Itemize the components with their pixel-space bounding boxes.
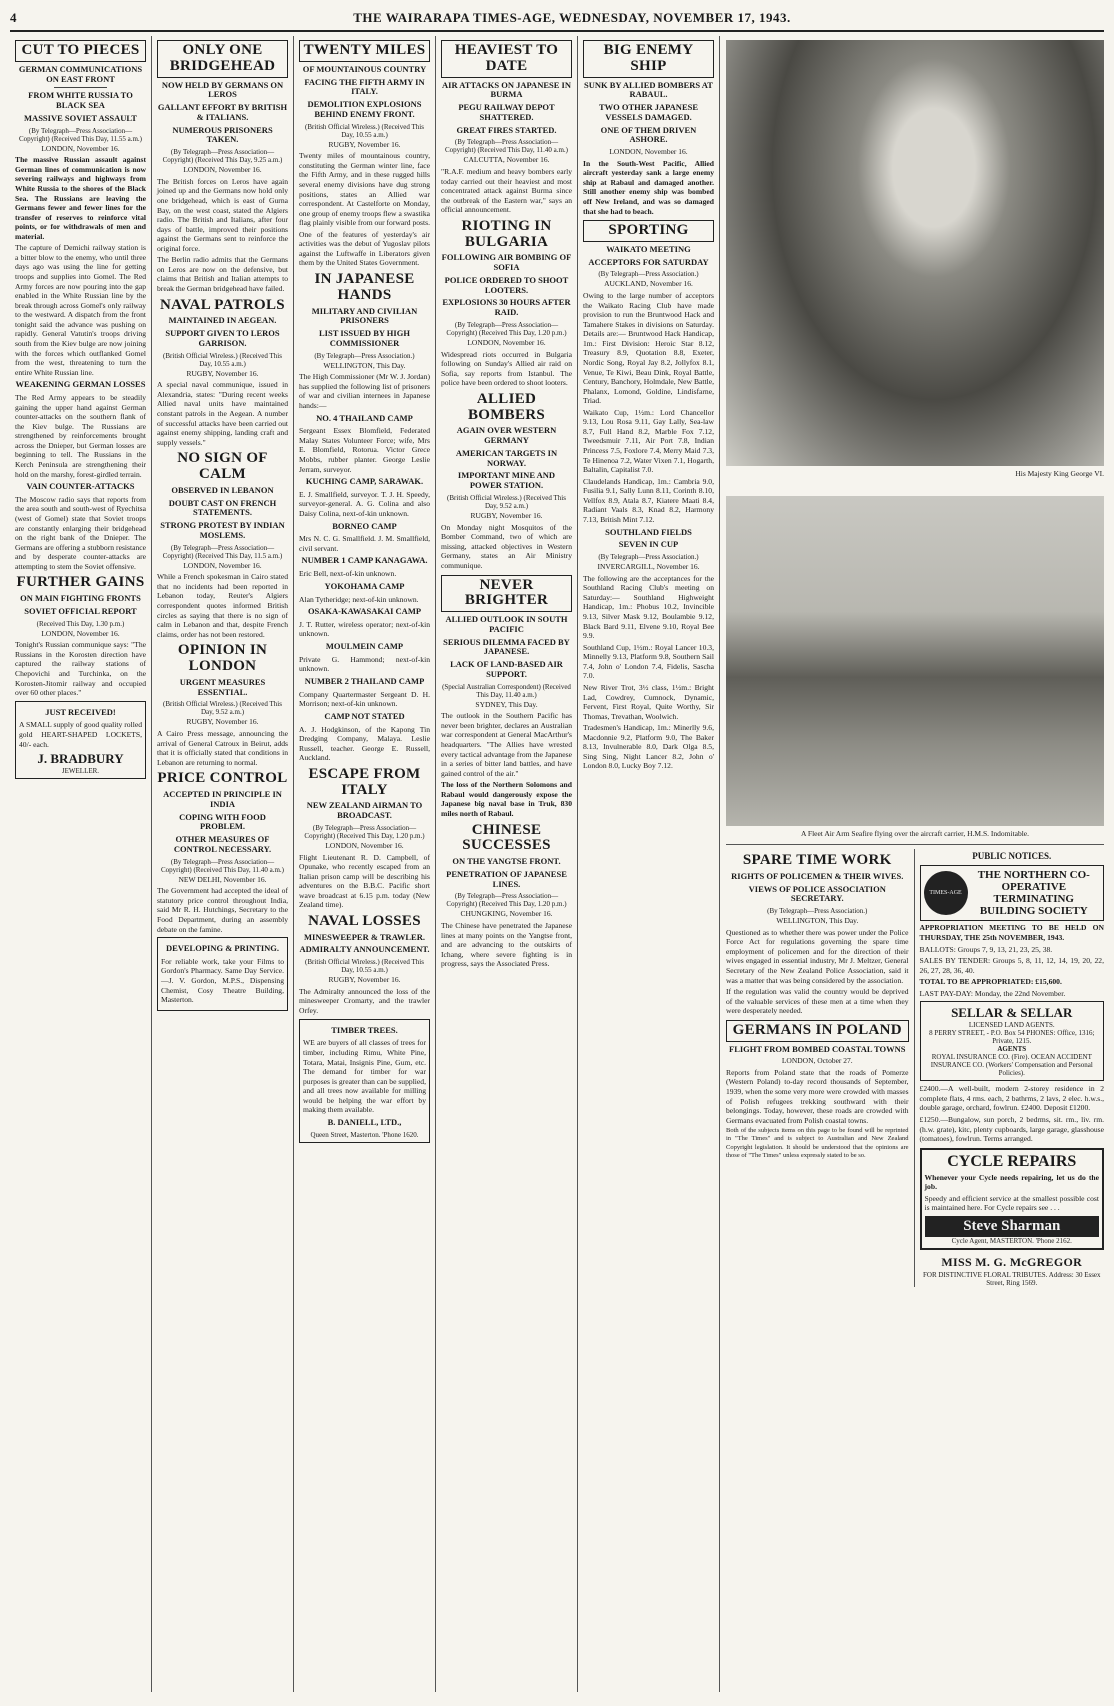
article-text: Reports from Poland state that the roads of Pomerze (Western Poland) to-day record thousands of September, 1939, when the some very more were crowded with masses of Polish refugees trekking southward with their belongings. Today, however, these roads are crowded with Germans evacuated from Polish coastal towns.	[726, 1067, 909, 1125]
cycle-repairs-advert	[920, 1148, 1104, 1250]
article-text: The Government had accepted the ideal of statutory price control throughout India, said Mr R. H. Hutchings, Secretary to the Food Department, during an assembly debate on the famine.	[157, 886, 288, 934]
columns	[10, 36, 1104, 1692]
notice-text: APPROPRIATION MEETING TO BE HELD ON THURSDAY, THE 25th NOVEMBER, 1943.	[919, 923, 1104, 942]
camp-heading: OSAKA-KAWASAKAI CAMP	[307, 606, 422, 617]
subhead: FLIGHT FROM BOMBED COASTAL TOWNS	[729, 1043, 906, 1054]
byline: (By Telegraph—Press Association—Copyright) (Received This Day, 1.20 p.m.)	[446, 892, 567, 909]
subhead: SUNK BY ALLIED BOMBERS AT RABAUL.	[584, 79, 713, 100]
dateline: INVERCARGILL, November 16.	[597, 562, 700, 572]
headline: PRICE CONTROL	[157, 770, 288, 787]
camp-heading: MOULMEIN CAMP	[325, 641, 404, 651]
advert-heading: CYCLE REPAIRS	[947, 1152, 1077, 1170]
byline: (Received This Day, 1.30 p.m.)	[36, 619, 125, 628]
article-text: Widespread riots occurred in Bulgaria following on Sunday's Allied air raid on Sofia, say reports from Istanbul. The police have been ordered to shoot looters.	[441, 349, 572, 388]
headline: ALLIED BOMBERS	[467, 390, 546, 423]
byline: (By Telegraph—Press Association—Copyright) (Received This Day, 9.25 a.m.)	[162, 148, 283, 165]
advert-address: Queen Street, Masterton. 'Phone 1620.	[310, 1130, 419, 1139]
byline: (By Telegraph—Press Association—Copyright) (Received This Day, 11.5 a.m.)	[162, 543, 283, 560]
subhead: ALLIED OUTLOOK IN SOUTH PACIFIC	[445, 614, 568, 634]
masthead-title: THE WAIRARAPA TIMES-AGE, WEDNESDAY, NOVEMBER 17, 1943.	[353, 10, 791, 25]
advert-name: Steve Sharman	[925, 1216, 1099, 1237]
byline: (British Official Wireless.) (Received This Day, 9.52 a.m.)	[447, 494, 566, 511]
subhead: NUMEROUS PRISONERS TAKEN.	[172, 124, 273, 145]
camp-heading: BORNEO CAMP	[332, 520, 397, 531]
subhead: POLICE ORDERED TO SHOOT LOOTERS.	[444, 274, 569, 295]
article-text: Owing to the large number of acceptors the Waikato Racing Club have made provision to run the Bruntwood Hack and Tamahere Stakes in divisions on Saturday. Details are:— Bruntwood Hack Handicap, 1m.: First Division: Heroic Star 8.12, Treasury 8.9, Quotation 8.8, Exeter, Nordic Song, Royal Jay 8.2, Jollyfox 8.1, Venue, Te Kiwi, Beau Dink, Royal Battle, Century, Banchory, Holmdale, New Battle, Phalanx, Lomond, Goldine, Lindisfarne, Triad.	[583, 291, 714, 406]
advert-text: Whenever your Cycle needs repairing, let us do the job.	[924, 1172, 1099, 1192]
subhead: MASSIVE SOVIET ASSAULT	[24, 112, 137, 123]
headline: TWENTY MILES	[299, 40, 430, 62]
subhead: ON THE YANGTSE FRONT.	[452, 856, 561, 867]
subhead: TWO OTHER JAPANESE VESSELS DAMAGED.	[598, 102, 699, 122]
subhead: GERMAN COMMUNICATIONS ON EAST FRONT	[18, 63, 143, 84]
aircraft-carrier-photo	[726, 496, 1104, 826]
dateline: NEW DELHI, November 16.	[178, 874, 267, 884]
subhead: SEVEN IN CUP	[618, 539, 679, 550]
article-text: On Monday night Mosquitos of the Bomber Command, two of which are missing, attacked objectives in Western Germany, states an Air Ministry communique.	[441, 522, 572, 570]
subhead: MINESWEEPER & TRAWLER.	[304, 931, 425, 942]
property-listing: £1250.—Bungalow, sun porch, 2 bedrms, sit. rm., liv. rm. (h.w. grate), kitc, plenty cupboards, large garage, glasshouse (tomatoes), fowlrun. Terms arranged.	[919, 1115, 1104, 1144]
rule	[54, 87, 106, 88]
article-text: The loss of the Northern Solomons and Rabaul would dangerously expose the Japanese big naval base in Truk, 830 miles north of Rabaul.	[441, 780, 572, 818]
camp-heading: CAMP NOT STATED	[324, 710, 405, 721]
headline: GERMANS IN POLAND	[726, 1020, 909, 1042]
land-agent-advert	[920, 1001, 1104, 1081]
subhead: ACCEPTED IN PRINCIPLE IN INDIA	[163, 789, 282, 809]
subhead: COPING WITH FOOD PROBLEM.	[179, 811, 266, 832]
advert-name: J. BRADBURY	[37, 751, 124, 767]
public-notices-heading: PUBLIC NOTICES.	[972, 851, 1052, 861]
advert-address: 8 PERRY STREET, - P.O. Box 54 PHONES: Office, 1316; Private, 1215.	[929, 1029, 1095, 1046]
dateline: CHUNGKING, November 16.	[460, 909, 553, 919]
advert-subtitle: AGENTS	[997, 1045, 1027, 1054]
article-text: The following are the acceptances for the Southland Racing Club's meeting on Saturday:— Southland Highweight Handicap, 1m.: Phobus 10.2, Invincible 9.13, Silver Mask 9.12, Boulambie 9.12, Black Bard 9.11, Elvene 9.10, Royal Bee 9.9.	[583, 573, 714, 641]
advert-text: For reliable work, take your Films to Gordon's Pharmacy. Same Day Service.—J. V. Gordon, M.P.S., Dispensing Chemist, Cosy Theatre Building, Masterton.	[161, 956, 284, 1005]
society-logo-icon: TIMES-AGE	[924, 871, 968, 915]
column-3	[294, 36, 436, 1692]
subhead: STRONG PROTEST BY INDIAN MOSLEMS.	[160, 520, 285, 540]
subhead: SERIOUS DILEMMA FACED BY JAPANESE.	[443, 636, 570, 657]
byline: (By Telegraph—Press Association—Copyright) (Received This Day, 11.40 a.m.)	[445, 138, 568, 155]
dateline: LONDON, November 16.	[325, 840, 404, 850]
column-2	[152, 36, 294, 1692]
dateline: RUGBY, November 16.	[186, 368, 259, 378]
article-text: Claudelands Handicap, 1m.: Cambria 9.0, Fusilia 9.1, Sally Lunn 8.11, Corinth 8.10, Vellfox 8.9, Atala 8.7, Kiatere Maati 8.4, Radiant Vaals 8.3, Knad 8.2, Harmony 7.13, British Mint 7.12.	[583, 476, 714, 524]
subhead: MILITARY AND CIVILIAN PRISONERS	[311, 305, 418, 326]
subhead: DOUBT CAST ON FRENCH STATEMENTS.	[168, 497, 277, 518]
article-text: While a French spokesman in Cairo stated that no incidents had been reported in Lebanon today, Reuter's Algiers correspondent quotes informed British circles as saying that there is no sign of calm in Lebanon and that, despite French claims, order has not been restored.	[157, 572, 288, 639]
public-notices-column	[915, 849, 1104, 1287]
subhead: ON MAIN FIGHTING FRONTS	[20, 593, 141, 604]
article-text: If the regulation was valid the country would be deprived of the valuable services of these men at a time when they were desperately needed.	[726, 987, 909, 1016]
florist-name: MISS M. G. McGREGOR	[941, 1254, 1083, 1269]
byline: (By Telegraph—Press Association.)	[767, 907, 868, 916]
byline: (By Telegraph—Press Association.)	[314, 351, 415, 360]
subhead: ACCEPTORS FOR SATURDAY	[588, 256, 709, 267]
subhead: OBSERVED IN LEBANON	[171, 484, 274, 495]
subhead: DEMOLITION EXPLOSIONS BEHIND ENEMY FRONT.	[307, 99, 422, 119]
subhead: URGENT MEASURES ESSENTIAL.	[179, 676, 266, 697]
camp-list: A. J. Hodgkinson, of the Kapong Tin Dredging Company, Malaya. Leslie Russell, teacher. George E. Russell, Auckland.	[299, 724, 430, 763]
headline: NAVAL LOSSES	[308, 912, 421, 929]
advert-text: ROYAL INSURANCE CO. (Fire). OCEAN ACCIDENT INSURANCE CO. (Workers' Compensation and Personal Policies).	[930, 1053, 1093, 1078]
headline: CHINESE SUCCESSES	[462, 821, 551, 854]
article-text: The Moscow radio says that reports from the area south and south-west of Ryechitsa (west of Gomel) state that Soviet troops are constantly enlarging their bridgehead on the right bank of the Dnieper. The Germans are offering a stubborn resistance and by desperate counter-attacks are attempting to stem the Soviet offensive.	[15, 494, 146, 571]
camp-list: Private G. Hammond; next-of-kin unknown.	[299, 654, 430, 674]
dateline: RUGBY, November 16.	[328, 139, 401, 149]
article-text: Flight Lieutenant R. D. Campbell, of Opunake, who recently escaped from an Italian prison camp will be describing his adventures on the B.B.C. Pacific short wave broadcast at 6.15 p.m. today (New Zealand time).	[299, 852, 430, 910]
camp-list: Sergeant Essex Blomfield, Federated Malay States Volunteer Force; wife, Mrs E. Blomfield, Rotorua. Victor Grece Mobbs, rubber planter. George Leslie Jerram, surveyor.	[299, 426, 430, 474]
dateline: LONDON, November 16.	[183, 165, 262, 175]
masthead	[10, 6, 1104, 32]
advert-subtitle: LICENSED LAND AGENTS.	[968, 1021, 1055, 1030]
camp-heading: KUCHING CAMP, SARAWAK.	[305, 476, 424, 487]
headline: NAVAL PATROLS	[160, 296, 285, 313]
camp-list: Alan Tytheridge; next-of-kin unknown.	[299, 594, 419, 604]
headline: SPORTING	[583, 220, 714, 242]
column-5	[578, 36, 720, 1692]
camp-heading: YOKOHAMA CAMP	[324, 580, 405, 591]
article-text: Tradesmen's Handicap, 1m.: Minerlly 9.6, Macdonnie 9.2, Platform 9.0, The Baker 8.13, Invulnerable 8.0, Dark Olga 8.5, Sing Sing, Night Lancer 8.2, John o' London 8.0, Lucky Boy 7.12.	[583, 723, 714, 771]
byline: (Special Australian Correspondent) (Received This Day, 11.40 a.m.)	[442, 682, 571, 699]
article-text: "R.A.F. medium and heavy bombers early today carried out their heaviest and most concentrated attack against Burma since the outbreak of the Eastern war," says an official announcement.	[441, 167, 572, 215]
subhead: GREAT FIRES STARTED.	[456, 124, 557, 135]
article-text: Waikato Cup, 1½m.: Lord Chancellor 9.13, Lou Rosa 9.11, Gay Lally, Sea-law 8.7, Full Hand 8.2, Marble Fox 7.12, Tweedsmuir 7.11, Air Port 7.8, Indian Princess 7.5, Foxlore 7.4, Merry Maid 7.3, Te Hinenoa 7.2, Water Vixen 7.1, Hogarth, Baltalin, Capitalist 7.0.	[583, 407, 714, 475]
article-text: A Cairo Press message, announcing the arrival of General Catroux in Beirut, adds that it is officially stated that conditions in Lebanon are returning to normal.	[157, 729, 288, 767]
article-text: The Admiralty announced the loss of the minesweeper Cromarty, and the trawler Orfey.	[299, 986, 430, 1016]
byline: (By Telegraph—Press Association—Copyright) (Received This Day, 11.55 a.m.)	[19, 126, 142, 143]
camp-list: Company Quartermaster Sergeant D. H. Morrison; next-of-kin unknown.	[299, 689, 430, 709]
article-text: In the South-West Pacific, Allied aircraft yesterday sank a large enemy ship at Rabaul and damaged another. Still another enemy ship was bombed off New Ireland, and was so damaged that she had to beach.	[583, 158, 714, 216]
headline: CUT TO PIECES	[15, 40, 146, 62]
camp-heading: NO. 4 THAILAND CAMP	[316, 412, 413, 423]
newspaper-page	[10, 6, 1104, 1694]
advert-trade: JEWELLER.	[61, 767, 100, 776]
subhead: MAINTAINED IN AEGEAN.	[168, 315, 277, 326]
advert-heading: JUST RECEIVED!	[45, 706, 116, 717]
advert-text: Speedy and efficient service at the smallest possible cost is maintained here. For Cycle repairs see . . .	[924, 1193, 1099, 1213]
advert-address: Cycle Agent, MASTERTON. 'Phone 2162.	[951, 1236, 1072, 1245]
article-text: Tonight's Russian communique says: "The Russians in the Korosten direction have captured the railway stations of Chepovichi and Turchinka, on the Korosten-Jitomir railway and occupied over 60 other places."	[15, 640, 146, 698]
article-text: The Red Army appears to be steadily gaining the upper hand against German counter-attacks on the southern flank of the Kiev bulge. The Russians are strengthened by reinforcements brought across the Dnieper, but German losses are beginning to tell. The Russians in the Kerch Peninsula are strengthening their hold on the marshy, forest-girdled terrain.	[15, 393, 146, 479]
dateline: RUGBY, November 16.	[186, 717, 259, 727]
camp-list: J. T. Rutter, wireless operator; next-of-kin unknown.	[299, 619, 430, 639]
dateline: LONDON, November 16.	[41, 628, 120, 638]
headline: ONLY ONE BRIDGEHEAD	[157, 40, 288, 78]
headline: OPINION IN LONDON	[177, 642, 268, 674]
headline: NO SIGN OF CALM	[177, 450, 268, 483]
article-text: The capture of Demichi railway station is a bitter blow to the enemy, who until three days ago was using the line for getting troops and supplies into Gomel. The Red Army forces are now pouring into the gap enabled in the White Russian line by the break through across Gomel's only railway to the westward. A dispatch from the front tonight said the advance was pushing on rapidly. General Vatutin's troops driving south from the Kiev bulge are now joining with the forces which outflanked Gomel from the west, threatening to turn the entire White Russian line.	[15, 243, 146, 377]
byline: (By Telegraph—Press Association.)	[598, 553, 699, 562]
byline: (British Official Wireless.) (Received This Day, 9.52 a.m.)	[163, 700, 282, 717]
subhead: GALLANT EFFORT BY BRITISH & ITALIANS.	[157, 102, 288, 122]
article-text: The British forces on Leros have again joined up and the Germans now hold only one bridgehead, which is east of Gurna Bay, on the west coast, stated the Algiers radio. The British and Italians, after four days of battle, improved their positions against the Germans sent to reinforce the original force.	[157, 176, 288, 253]
florist-text: FOR DISTINCTIVE FLORAL TRIBUTES. Address: 30 Essex Street, Ring 1569.	[923, 1270, 1101, 1287]
camp-heading: NUMBER 1 CAMP KANAGAWA.	[301, 555, 428, 566]
society-name: THE NORTHERN CO-OPERATIVE TERMINATING BUILDING SOCIETY	[977, 869, 1090, 918]
subhead: FOLLOWING AIR BOMBING OF SOFIA	[441, 252, 572, 273]
photo-caption: A Fleet Air Arm Seafire flying over the aircraft carrier, H.M.S. Indomitable.	[801, 829, 1029, 838]
copyright-note: Both of the subjects items on this page to be found will be reprinted in "The Times" and is subject to Australian and New Zealand Copyright legislation. It should be understood that the opinions are those of "The Times" unless expressly stated to be so.	[726, 1127, 909, 1159]
subhead: FROM WHITE RUSSIA TO BLACK SEA	[28, 90, 133, 111]
subhead: NEW ZEALAND AIRMAN TO BROADCAST.	[306, 800, 423, 821]
dateline: RUGBY, November 16.	[328, 975, 401, 985]
subhead: OF MOUNTAINOUS COUNTRY	[302, 63, 427, 74]
headline: ESCAPE FROM ITALY	[308, 765, 421, 798]
article-text: Questioned as to whether there was power under the Police Force Act for regulations governing the spare time employment of policemen and for the direction of their wives engaged in essential industry, Mr J. Meltzer, General Secretary of the New Zealand Police Association, said it was a matter that was being considered by the association.	[726, 927, 909, 985]
notice-text: TOTAL TO BE APPROPRIATED: £15,600.	[919, 977, 1062, 987]
pharmacy-advert	[157, 937, 288, 1011]
article-text: One of the features of yesterday's air activities was the debut of Yugoslav pilots against the Luftwaffe in Liberators given them by the United States Government.	[299, 229, 430, 268]
subhead: PEGU RAILWAY DEPOT SHATTERED.	[458, 102, 555, 122]
lower-section	[726, 844, 1104, 1287]
article-text: New River Trot, 3½ class, 1½m.: Bright Lad, Cowdrey, Cumnock, Dynamic, Fervent, First Royal, Quite Worthy, Sir Thomas, Trevathan, Woolwich.	[583, 682, 714, 721]
headline: BIG ENEMY SHIP	[583, 40, 714, 78]
headline: RIOTING IN BULGARIA	[461, 217, 552, 250]
lower-left-column	[726, 849, 915, 1287]
advert-text: WE are buyers of all classes of trees for timber, including Rimu, White Pine, Totara, Matai, Insignis Pine, Gum, etc. The demand for timber for war purposes is greater than can be supplied, and all trees now available for milling would be helping the war effort by making them available.	[303, 1038, 426, 1115]
subhead: OTHER MEASURES OF CONTROL NECESSARY.	[173, 834, 272, 854]
camp-list: Mrs N. C. G. Smallfield. J. M. Smallfield, civil servant.	[299, 534, 430, 553]
subhead: VAIN COUNTER-ATTACKS	[26, 481, 135, 492]
subhead: LIST ISSUED BY HIGH COMMISSIONER	[319, 328, 410, 348]
subhead: WEAKENING GERMAN LOSSES	[15, 379, 146, 390]
jeweller-advert	[15, 701, 146, 779]
dateline: WELLINGTON, This Day.	[776, 916, 859, 926]
dateline: LONDON, November 16.	[609, 147, 688, 157]
headline: IN JAPANESE HANDS	[314, 271, 415, 303]
article-text: Southland Cup, 1½m.: Royal Lancer 10.3, Minnelly 9.13, Platform 9.8, Southern Sail 7.4, John o' London 7.4, Fidelis, Sascha 7.0.	[583, 642, 714, 681]
dateline: LONDON, November 16.	[467, 338, 546, 348]
subhead: AIR ATTACKS ON JAPANESE IN BURMA	[442, 79, 571, 100]
dateline: LONDON, November 16.	[183, 560, 262, 570]
subhead: AMERICAN TARGETS IN NORWAY.	[455, 447, 558, 468]
article-text: The outlook in the Southern Pacific has never been brighter, declares an Australian war correspondent at General MacArthur's headquarters. "The Allies have wrested every tactical advantage from the Japanese in a series of bitter land battles, and have gained control of the air."	[441, 711, 572, 778]
subhead: FACING THE FIFTH ARMY IN ITALY.	[304, 76, 425, 97]
subhead: SUPPORT GIVEN TO LEROS GARRISON.	[165, 328, 280, 348]
byline: (British Official Wireless.) (Received This Day, 10.55 a.m.)	[163, 351, 282, 368]
dateline: RUGBY, November 16.	[470, 511, 543, 521]
notice-text: BALLOTS: Groups 7, 9, 13, 21, 23, 25, 38.	[919, 944, 1053, 954]
advert-name: B. DANIELL, LTD.,	[327, 1116, 402, 1127]
column-4	[436, 36, 578, 1692]
column-1	[10, 36, 152, 1692]
dateline: SYDNEY, This Day.	[475, 699, 538, 709]
headline: SPARE TIME WORK	[742, 852, 892, 868]
headline: HEAVIEST TO DATE	[441, 40, 572, 78]
subhead: LACK OF LAND-BASED AIR SUPPORT.	[450, 659, 563, 679]
property-listing: £2400.—A well-built, modern 2-storey residence in 2 complete flats, 4 rms. each, 2 bathrms, 2 lavs, 2 elec. h.w.s., double garage, orchard, fowlrun. £2400. Deposit £1200.	[919, 1084, 1104, 1113]
article-text: The Chinese have penetrated the Japanese lines at many points on the Yangtse front, and are advancing to the outskirts of Ichang, where severe fighting is in progress, says the Associated Press.	[441, 921, 572, 969]
camp-list: E. J. Smallfield, surveyor. T. J. H. Speedy, surveyor-general. A. G. Colina and also Daisy Colina, next-of-kin unknown.	[299, 489, 430, 518]
subhead: ONE OF THEM DRIVEN ASHORE.	[600, 124, 697, 145]
subhead: SOUTHLAND FIELDS	[605, 526, 692, 537]
subhead: VIEWS OF POLICE ASSOCIATION SECRETARY.	[748, 883, 886, 904]
subhead: ADMIRALTY ANNOUNCEMENT.	[299, 944, 430, 955]
notice-text: SALES BY TENDER: Groups 5, 8, 11, 12, 14, 19, 20, 22, 26, 27, 28, 36, 40.	[919, 956, 1104, 975]
advert-text: A SMALL supply of good quality rolled gold HEART-SHAPED LOCKETS, 40/- each.	[19, 720, 142, 749]
headline: NEVER BRIGHTER	[441, 575, 572, 613]
subhead: IMPORTANT MINE AND POWER STATION.	[457, 470, 556, 491]
photo-caption: His Majesty King George VI.	[1015, 469, 1104, 478]
king-portrait-photo	[726, 40, 1104, 466]
subhead: WAIKATO MEETING	[606, 243, 691, 254]
subhead: AGAIN OVER WESTERN GERMANY	[456, 425, 557, 446]
byline: (By Telegraph—Press Association—Copyright) (Received This Day, 1.20 p.m.)	[446, 320, 567, 337]
advert-heading: DEVELOPING & PRINTING.	[165, 943, 280, 954]
byline: (By Telegraph—Press Association—Copyright) (Received This Day, 1.20 p.m.)	[304, 823, 425, 840]
article-text: The Berlin radio admits that the Germans on Leros are now on the defensive, but claims that British and Italian attempts to break the German bridgehead have failed.	[157, 255, 288, 293]
article-text: A special naval communique, issued in Alexandria, states: "During recent weeks Allied naval units have maintained constant patrols in the Aegean. A number of successful attacks have been carried out against enemy shipping, landing craft and supply vessels."	[157, 380, 288, 447]
subhead: PENETRATION OF JAPANESE LINES.	[446, 868, 567, 889]
subhead: EXPLOSIONS 30 HOURS AFTER RAID.	[442, 297, 571, 318]
advert-heading: TIMBER TREES.	[331, 1024, 398, 1035]
byline: (British Official Wireless.) (Received This Day, 10.55 a.m.)	[305, 122, 424, 139]
camp-list: Eric Bell, next-of-kin unknown.	[299, 569, 397, 579]
notice-text: LAST PAY-DAY: Monday, the 22nd November.	[919, 988, 1066, 998]
subhead: NOW HELD BY GERMANS ON LEROS	[161, 79, 284, 100]
timber-advert	[299, 1019, 430, 1143]
byline: (British Official Wireless.) (Received This Day, 10.55 a.m.)	[305, 958, 424, 975]
byline: (By Telegraph—Press Association—Copyright) (Received This Day, 11.40 a.m.)	[161, 857, 284, 874]
subhead: RIGHTS OF POLICEMEN & THEIR WIVES.	[731, 870, 904, 881]
dateline: WELLINGTON, This Day.	[323, 360, 406, 370]
dateline: LONDON, October 27.	[781, 1056, 853, 1066]
article-text: The massive Russian assault against German lines of communication is now severing railways and highways from White Russia to the shores of the Black Sea. The Russians are leaving the Germans fewer and fewer lines for the transfer of reserves to reinforce vital points, or for withdrawals of men and material.	[15, 155, 146, 241]
camp-heading: NUMBER 2 THAILAND CAMP	[304, 675, 425, 686]
dateline: CALCUTTA, November 16.	[463, 155, 550, 165]
article-text: The High Commissioner (Mr W. J. Jordan) has supplied the following list of prisoners of war and civilian internees in Japanese hands:—	[299, 372, 430, 410]
headline: FURTHER GAINS	[16, 574, 145, 591]
building-society-notice	[920, 865, 1104, 921]
advert-name: SELLAR & SELLAR	[951, 1005, 1073, 1021]
byline: (By Telegraph—Press Association.)	[598, 270, 699, 279]
column-6	[720, 36, 1104, 1692]
page-number: 4	[10, 10, 17, 25]
subhead: SOVIET OFFICIAL REPORT	[24, 605, 137, 616]
article-text: Twenty miles of mountainous country, constituting the German winter line, face the Fifth Army, and in these rugged hills several enemy divisions have dug strong positions, states an Allied war correspondent. At Castelforte on Monday, one group of enemy troops flew a swastika flag plainly visible from our forward posts.	[299, 151, 430, 228]
dateline: LONDON, November 16.	[41, 143, 120, 153]
dateline: AUCKLAND, November 16.	[604, 279, 693, 289]
